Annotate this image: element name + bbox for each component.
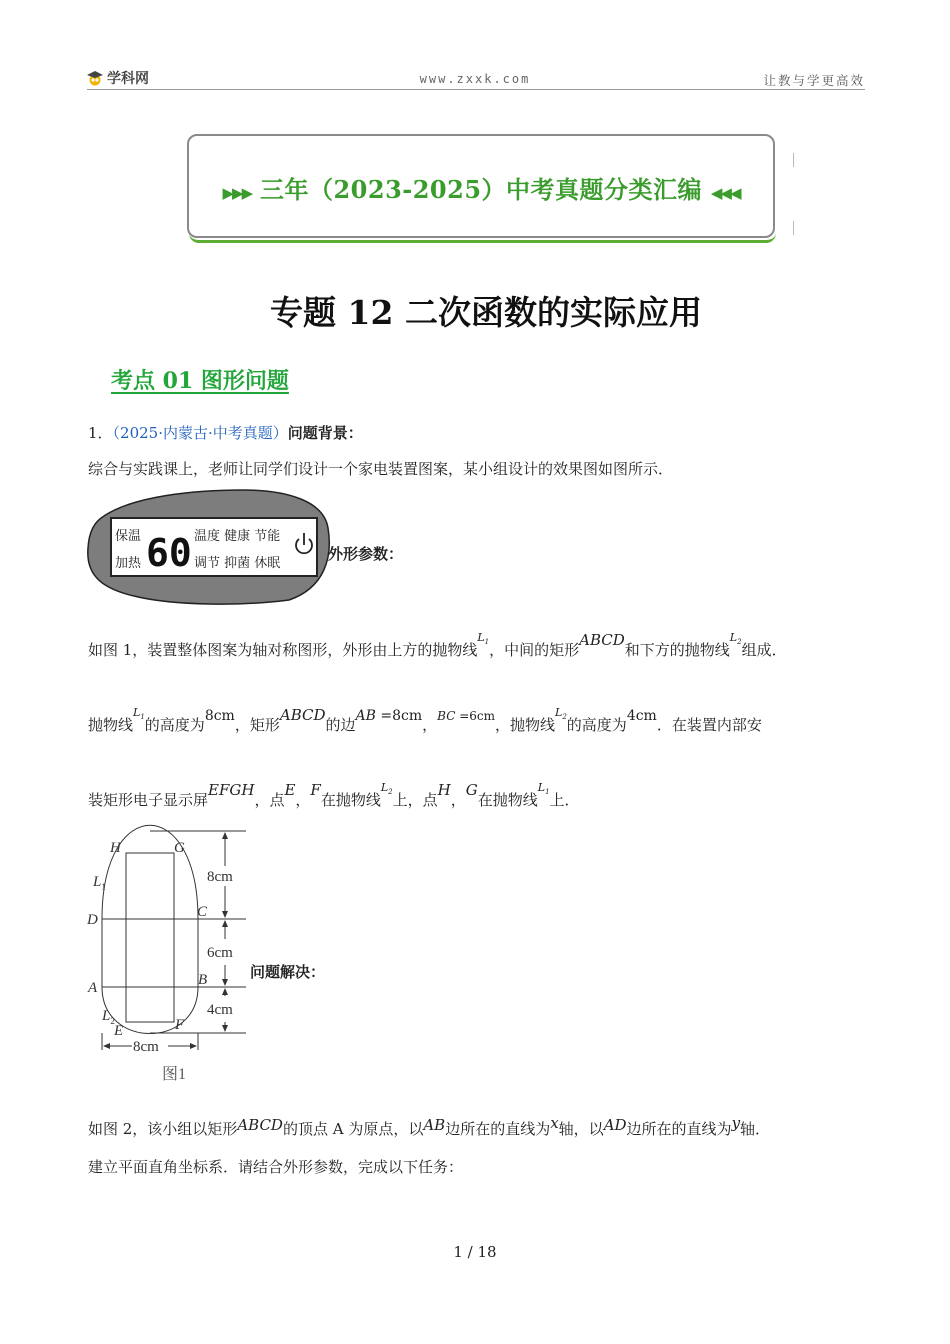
- text-run: ，中间的矩形: [489, 641, 580, 659]
- device-digits: 60: [146, 531, 192, 575]
- figure-caption: 图1: [162, 1066, 187, 1083]
- subscript: 1: [101, 882, 106, 892]
- site-logo[interactable]: [86, 68, 149, 88]
- text-run: 如图 2，该小组以矩形: [88, 1120, 238, 1138]
- dim-mid: 6cm: [207, 945, 233, 961]
- subscript: 1: [545, 788, 550, 797]
- symbol: L: [555, 706, 563, 719]
- symbol: L: [729, 631, 738, 644]
- text-run: 轴，以: [558, 1120, 604, 1138]
- symbol-AD: AD: [603, 1116, 627, 1134]
- text-run: 的顶点 A 为原点，以: [282, 1120, 424, 1138]
- banner-side-tick: [793, 153, 794, 167]
- label-L2: [101, 1008, 115, 1026]
- symbol-H: H: [437, 781, 451, 799]
- site-url[interactable]: www.zxxk.com: [419, 72, 531, 86]
- paragraph-line-1: [88, 628, 787, 678]
- dim-bottom: 4cm: [207, 1002, 233, 1018]
- label-F: F: [175, 1017, 185, 1033]
- symbol-L2: [555, 706, 567, 722]
- params-label: 外形参数：: [328, 545, 404, 563]
- symbol: L: [477, 631, 485, 644]
- logo-text: 学科网: [107, 71, 149, 87]
- subscript: 1: [484, 638, 490, 647]
- problem-source: （2025·内蒙古·中考真题）: [112, 424, 288, 442]
- paragraph-line-2: [88, 703, 762, 753]
- page-number: 1 / 18: [453, 1243, 497, 1261]
- subscript: 2: [388, 788, 393, 797]
- symbol-x: x: [550, 1114, 559, 1132]
- label-C: C: [197, 904, 208, 920]
- figure-1: [84, 824, 254, 1086]
- device-label-keep-warm: 保温: [115, 529, 142, 544]
- document-title: 专题 12 二次函数的实际应用: [270, 293, 702, 332]
- device-label-row1: 温度 健康 节能: [194, 529, 281, 544]
- value-ab: =8cm: [375, 708, 423, 724]
- symbol-G: G: [465, 781, 478, 799]
- text-run: 边所在的直线为: [626, 1120, 732, 1138]
- symbol-ABCD: ABCD: [279, 706, 326, 724]
- subscript: 2: [562, 713, 567, 722]
- symbol-BC: BC: [437, 709, 456, 723]
- text-run: 在抛物线: [320, 791, 381, 809]
- value-8cm: 8cm: [204, 708, 235, 724]
- paragraph-line-5: 建立平面直角坐标系．请结合外形参数，完成以下任务：: [88, 1158, 464, 1176]
- symbol-L1: [133, 706, 145, 722]
- text-run: 如图 1，装置整体图案为轴对称图形，外形由上方的抛物线: [88, 641, 478, 659]
- paragraph-line-4: [88, 1107, 770, 1151]
- symbol: L: [102, 1008, 111, 1024]
- symbol-L2: [380, 781, 393, 797]
- problem-intro: 综合与实践课上，老师让同学们设计一个家电装置图案，某小组设计的效果图如图所示．: [88, 460, 674, 478]
- subscript: 2: [110, 1016, 115, 1026]
- symbol-L1: [537, 781, 550, 797]
- label-H: H: [110, 840, 121, 856]
- solve-label: 问题解决：: [250, 963, 326, 981]
- text-run: 上，点: [392, 791, 438, 809]
- text-run: ，矩形: [234, 716, 280, 734]
- label-E: E: [114, 1023, 124, 1039]
- subscript: 1: [140, 713, 145, 722]
- text-run: 的高度为: [144, 716, 205, 734]
- subscript: 2: [737, 638, 742, 647]
- banner-text: 三年（2023-2025）中考真题分类汇编: [259, 175, 703, 204]
- text-run: 装矩形电子显示屏: [88, 791, 209, 809]
- label-G: G: [174, 840, 185, 856]
- problem-header: [88, 423, 363, 443]
- text-run: 组成．: [741, 641, 787, 659]
- symbol: L: [380, 781, 389, 794]
- text-run: ，抛物线: [495, 716, 556, 734]
- symbol-F: F: [310, 781, 321, 799]
- symbol-EFGH: EFGH: [208, 781, 255, 799]
- symbol-L2: [729, 631, 742, 647]
- text-run: 的边: [325, 716, 356, 734]
- banner-right-arrows: ◀◀◀: [710, 184, 740, 202]
- text-run: 轴．: [740, 1120, 771, 1138]
- symbol-y: y: [731, 1114, 741, 1132]
- header-slogan: 让教与学更高效: [763, 73, 865, 88]
- text-run: ，: [422, 716, 438, 734]
- graduation-cap-icon: [86, 70, 104, 86]
- banner-title: [190, 170, 772, 205]
- symbol-ABCD: ABCD: [237, 1116, 283, 1134]
- background-label: 问题背景：: [287, 424, 363, 442]
- header-divider: [87, 89, 865, 90]
- label-A: A: [88, 980, 98, 996]
- label-L1: [92, 874, 106, 892]
- text-run: ．在装置内部安: [656, 716, 762, 734]
- dim-top: 8cm: [207, 869, 233, 885]
- rectangle-ABCD: [102, 919, 198, 987]
- paragraph-line-3: [88, 778, 580, 828]
- rectangle-EFGH: [126, 853, 174, 1022]
- text-run: ，点: [254, 791, 285, 809]
- device-illustration: [84, 488, 334, 606]
- text-run: ，: [450, 791, 466, 809]
- text-run: 和下方的抛物线: [624, 641, 730, 659]
- symbol: L: [93, 874, 102, 890]
- text-run: 边所在的直线为: [445, 1120, 551, 1138]
- symbol: L: [537, 781, 546, 794]
- text-run: ，: [295, 791, 311, 809]
- problem-number: 1．: [88, 424, 113, 442]
- device-label-row2: 调节 抑菌 休眠: [194, 556, 281, 571]
- text-run: 在抛物线: [477, 791, 538, 809]
- label-B: B: [198, 972, 208, 988]
- device-label-heat: 加热: [115, 556, 142, 571]
- symbol-ABCD: ABCD: [579, 631, 625, 649]
- value-4cm: 4cm: [626, 708, 657, 724]
- section-heading: 考点 01 图形问题: [111, 368, 289, 394]
- dim-width: 8cm: [133, 1039, 159, 1055]
- symbol: L: [133, 706, 141, 719]
- label-D: D: [87, 912, 98, 928]
- text-run: 的高度为: [566, 716, 627, 734]
- banner-left-arrows: ▶▶▶: [222, 184, 252, 202]
- symbol-AB: AB: [423, 1116, 446, 1134]
- text-run: 上．: [549, 791, 580, 809]
- symbol-E: E: [284, 781, 296, 799]
- symbol-AB: AB: [355, 708, 376, 724]
- banner-side-tick: [793, 221, 794, 235]
- value-bc: =6cm: [455, 709, 495, 723]
- symbol-L1: [477, 631, 490, 647]
- text-run: 抛物线: [88, 716, 134, 734]
